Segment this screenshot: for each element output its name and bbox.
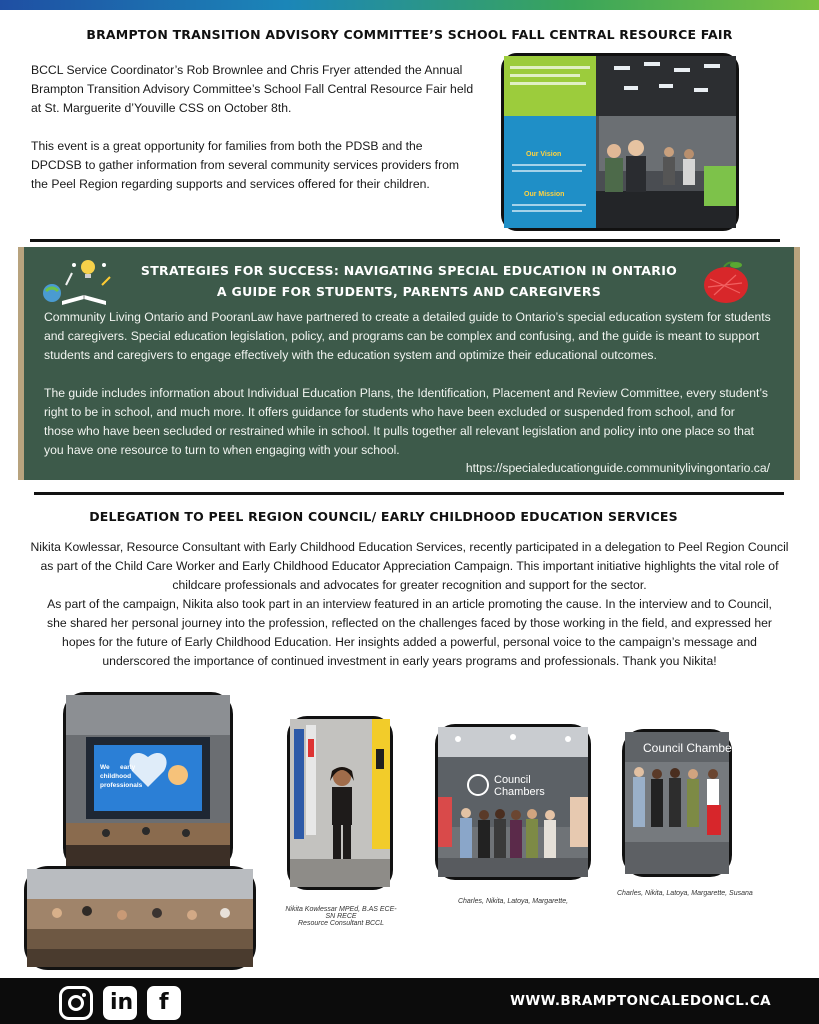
linkedin-glyph: in	[110, 990, 134, 1015]
facebook-icon[interactable]	[147, 986, 181, 1020]
text-line: DPCDSB to gather information from several community services providers from	[31, 158, 460, 172]
text-line: Community Living Ontario and PooranLaw have partnered to create a detailed guide to Ontario’s special education system for students	[44, 310, 771, 324]
text-line: This event is a great opportunity for families from both the PDSB and the	[31, 139, 423, 153]
guide-paragraph-2	[44, 384, 784, 460]
instagram-icon[interactable]	[59, 986, 93, 1020]
footer-bar	[0, 978, 819, 1024]
resource-fair-paragraph-1	[31, 61, 491, 118]
screen-text-professionals: professionals	[100, 782, 143, 789]
resource-fair-scene	[504, 56, 736, 228]
text-line: childcare professionals and advocates for greater recognition and support for the sector.	[172, 578, 647, 592]
top-gradient-bar	[0, 0, 819, 10]
text-line: As part of the campaign, Nikita also took part in an interview featured in an article promoting the cause. In the interview and to Council,	[47, 597, 772, 611]
text-line: Nikita Kowlessar, Resource Consultant with Early Childhood Education Services, recently participated in a delegation to Peel Region Council	[30, 540, 789, 554]
text-line: The guide includes information about Individual Education Plans, the Identification, Placement and Review Committee, every student’s	[44, 386, 768, 400]
nikita-portrait-photo	[287, 716, 393, 890]
text-line: students and caregivers to engage effectively with the education system and optimize their educational outcomes.	[44, 348, 657, 362]
text-line: at St. Marguerite d’Youville CSS on October 8th.	[31, 101, 292, 115]
instagram-dot	[82, 993, 86, 997]
group-council-scene-2	[625, 732, 742, 874]
website-link[interactable]: WWW.BRAMPTONCALEDONCL.CA	[510, 993, 771, 1009]
text-line: Brampton Transition Advisory Committee’s School Fall Central Resource Fair held	[31, 82, 474, 96]
text-line: and caregivers. Special education legislation, policy, and programs can be complex and confusing, and the guide is meant to support	[44, 329, 760, 343]
screen-text-childhood: childhood	[100, 773, 132, 780]
text-line: underscored the importance of continued investment in early years programs and professionals. Thank you Nikita!	[102, 654, 717, 668]
text-line: those who have been secluded or restrained while in school. It pulls together all relevant legislation and policy into one place so that	[44, 424, 755, 438]
guide-paragraph-1	[44, 308, 784, 365]
council-audience-scene	[27, 869, 253, 967]
section-divider-1	[30, 239, 780, 242]
nikita-caption	[285, 906, 397, 927]
group-council-photo-2	[622, 729, 742, 877]
text-line: right to be in school, and much more. It offers guidance for students who have been excluded or suspended from school, and for	[44, 405, 735, 419]
chambers-sign-text-2: Council Chambers	[643, 741, 742, 755]
guide-url-link[interactable]: https://specialeducationguide.communitylivingontario.ca/	[465, 461, 770, 475]
group-council-scene-1	[438, 727, 588, 877]
text-line: hopes for the future of Early Childhood Education. Her insights added a powerful, personal voice to the campaign’s message and	[62, 635, 757, 649]
resource-fair-paragraph-2	[31, 137, 491, 194]
linkedin-icon[interactable]	[103, 986, 137, 1020]
council-audience-photo	[24, 866, 256, 970]
resource-fair-photo	[501, 53, 739, 231]
banner-vision-text: Our Vision	[526, 151, 562, 158]
screen-text-early: early	[120, 764, 136, 771]
chambers-sign-text: Chambers	[494, 786, 545, 798]
text-line: the Peel Region regarding supports and services offered for their children.	[31, 177, 430, 191]
special-education-chalkboard	[18, 247, 800, 480]
caption-line: Nikita Kowlessar MPEd, B.AS ECE-SN RECE	[285, 906, 397, 920]
banner-mission-text: Our Mission	[524, 191, 565, 198]
screen-text-we: We	[100, 764, 110, 771]
resource-fair-title: BRAMPTON TRANSITION ADVISORY COMMITTEE’S SCHOOL FALL CENTRAL RESOURCE FAIR	[86, 27, 733, 42]
council-sign-text: Council	[494, 774, 531, 786]
nikita-portrait-scene	[290, 719, 390, 887]
facebook-glyph: f	[159, 990, 169, 1015]
group-council-photo-1	[435, 724, 591, 880]
text-line: BCCL Service Coordinator’s Rob Brownlee and Chris Fryer attended the Annual	[31, 63, 463, 77]
delegation-paragraph	[0, 538, 819, 671]
council-screen-scene	[66, 695, 230, 867]
group-caption-2: Charles, Nikita, Latoya, Margarette, Susana	[617, 890, 753, 897]
text-line: she shared her personal journey into the profession, reflected on the challenges faced by those working in the field, and expressed her	[47, 616, 772, 630]
guide-title-line-1: STRATEGIES FOR SUCCESS: NAVIGATING SPECIAL EDUCATION IN ONTARIO	[140, 263, 678, 278]
group-caption-1: Charles, Nikita, Latoya, Margarette,	[457, 898, 569, 905]
text-line: as part of the Child Care Worker and Early Childhood Educator Appreciation Campaign. This important initiative highlights the vital role of	[40, 559, 779, 573]
delegation-title: DELEGATION TO PEEL REGION COUNCIL/ EARLY CHILDHOOD EDUCATION SERVICES	[89, 509, 678, 524]
council-screen-photo	[63, 692, 233, 870]
section-divider-2	[34, 492, 784, 495]
text-line: you have one resource to turn to when engaging with your school.	[44, 443, 400, 457]
guide-title-line-2: A GUIDE FOR STUDENTS, PARENTS AND CAREGIVERS	[216, 284, 602, 299]
caption-line: Resource Consultant BCCL	[298, 920, 384, 927]
instagram-lens	[68, 995, 84, 1011]
